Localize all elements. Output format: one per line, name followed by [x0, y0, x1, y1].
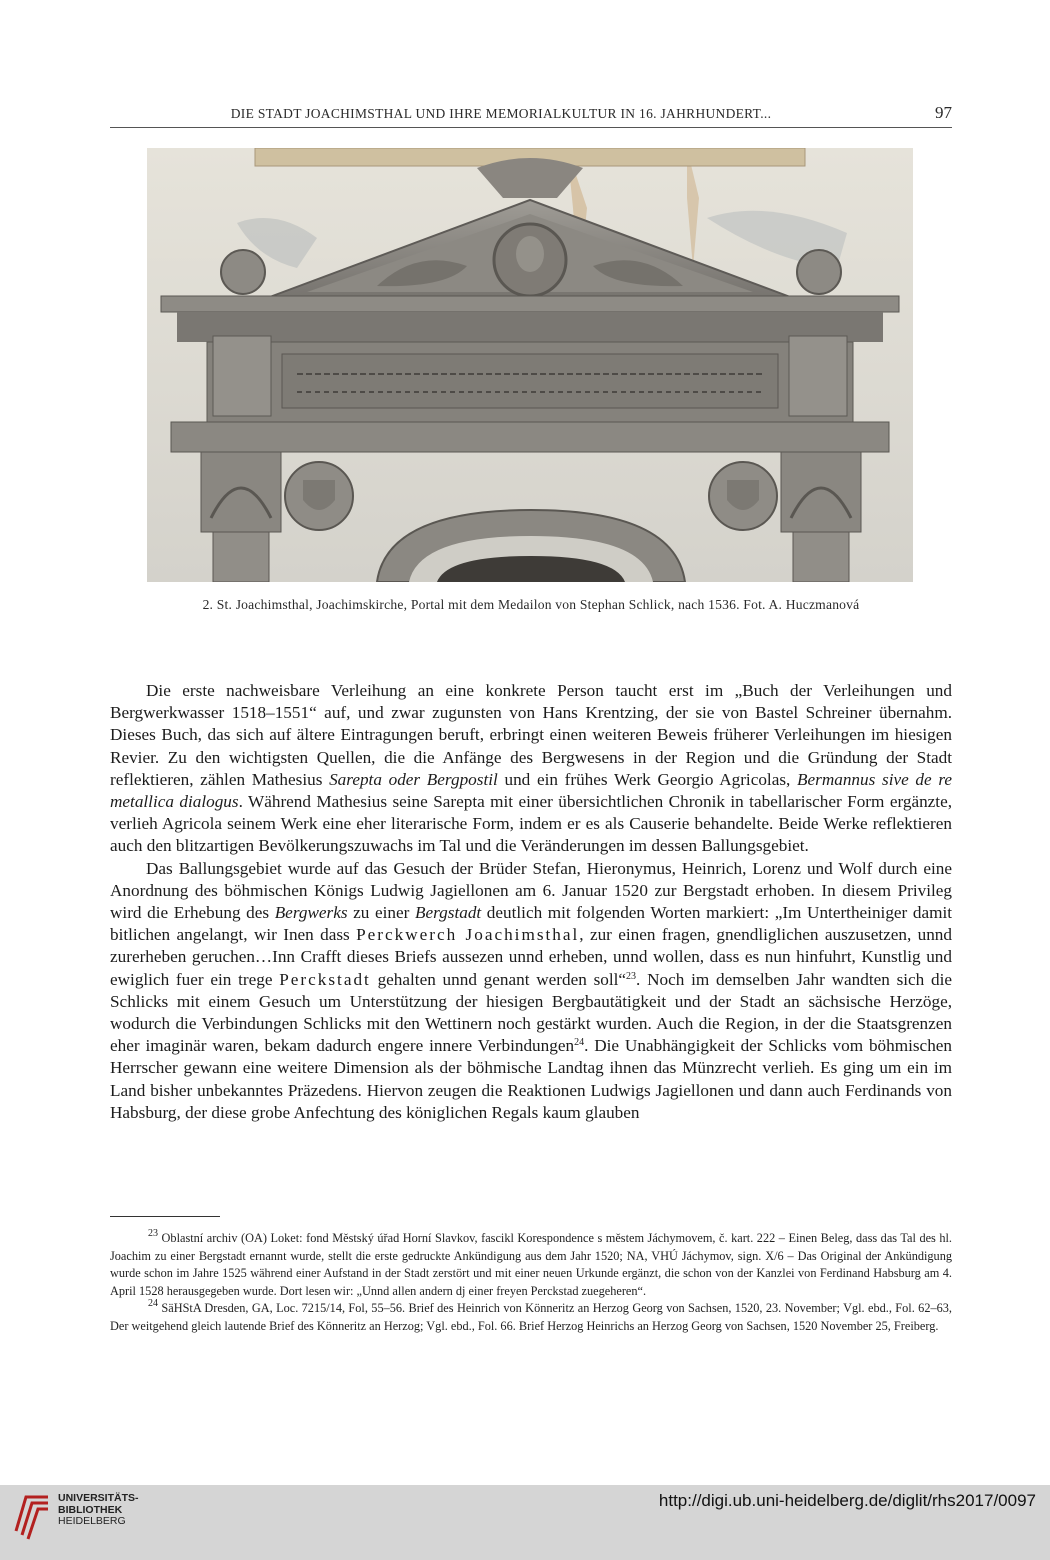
italic-title-sarepta: Sarepta oder Bergpostil [329, 769, 498, 789]
footnote-number: 24 [148, 1298, 158, 1310]
text-run: und ein frühes Werk Georgio Agricolas, [497, 769, 798, 789]
footnote-23 [110, 1230, 952, 1300]
italic-term-bergstadt: Bergstadt [414, 903, 482, 923]
left-rosette [221, 250, 265, 294]
left-column [213, 532, 269, 582]
left-capital [201, 452, 281, 532]
document-url-link[interactable]: http://digi.ub.uni-heidelberg.de/diglit/rhs2017/0097 [658, 1491, 1036, 1510]
right-column [793, 532, 849, 582]
italic-term-bergwerks: Bergwerks [274, 903, 348, 923]
footnote-number: 23 [148, 1228, 158, 1239]
logo-line-2: BIBLIOTHEK [58, 1503, 123, 1516]
right-capital [781, 452, 861, 532]
spaced-quote-perckwerch: Perckwerch Joachimsthal [356, 925, 580, 945]
portal-photograph [147, 148, 913, 582]
body-text [110, 680, 952, 1124]
text-run: zu einer [347, 903, 415, 923]
figure-caption: 2. St. Joachimsthal, Joachimskirche, Portal mit dem Medailon von Stephan Schlick, nach 1536. Fot. A. Huczmanová [202, 597, 860, 612]
italic-title-bermannus: Bermannus sive de re metallica dialogus [110, 769, 953, 812]
paragraph-1 [110, 680, 952, 858]
inscription-panel [282, 354, 778, 408]
footnote-divider [110, 1216, 220, 1217]
text-run: . Die Unabhängigkeit der Schlicks vom böhmischen Herrscher gewann eine weitere Dimension als der böhmische Landtag ihnen das Münzrecht verlieh. Es ging um ein im Land bisher unbekanntes Präzedens. Hiervon zeugen die Reaktionen Ludwigs Jagiellonen und dann auch Ferdinands von Habsburg, der diese grobe Anfechtung des königlichen Regals kaum glauben [110, 1036, 953, 1122]
right-rosette [797, 250, 841, 294]
library-logo-text[interactable] [58, 1493, 139, 1528]
footnote-24 [110, 1300, 952, 1335]
text-run: Das Ballungsgebiet wurde auf das Gesuch der Brüder Stefan, Hieronymus, Heinrich, Lorenz und Wolf durch eine Anordnung des böhmischen Königs Ludwig Jagiellonen am 6. Januar 1520 zur Bergstadt erhoben. In diesem Privileg wird die Erhebung des [110, 858, 952, 923]
text-run: , zur einen fragen, gnendliglichen auszusetzen, unnd zurerheben geruchen…Inn Crafft dieses Briefs aussezen unnd erheben, unnd wollen, dass es nun hinfuhrt, Kunstlig und ewiglich fuer ein trege [110, 925, 952, 989]
footnotes [110, 1230, 952, 1336]
logo-line-3: HEIDELBERG [58, 1515, 126, 1527]
page-number: 97 [935, 103, 952, 122]
text-run: gehalten unnd genant werden soll“ [370, 969, 627, 989]
lower-cornice [171, 422, 889, 452]
text-run: Die erste nachweisbare Verleihung an eine konkrete Person taucht erst im „Buch der Verleihungen und Bergwerkwasser 1518–1551“ auf, und zwar zugunsten von Hans Krentzing, der sie von Bastel Schreiner übernahm. Dieses Buch, das sich auf ältere Eintragungen beruft, erbringt einen weiteren Beweis früherer Verleihungen im hiesigen Revier. Zu den wichtigsten Quellen, die die Anfänge des Bergwesens in der Region und die Gründung der Stadt reflektieren, zählen Mathesius [110, 681, 952, 789]
spaced-quote-perckstadt: Perckstadt [279, 969, 371, 989]
running-header [110, 104, 952, 128]
footnote-text: Oblastní archiv (OA) Loket: fond Městský úřad Horní Slavkov, fascikl Korespondence s městem Jáchymovem, č. kart. 222 – Einen Beleg, dass das Tal des hl. Joachim zu einer Bergstadt ernannt wurde, stellt die erste gedruckte Ankündigung aus dem Jahr 1520; NA, VHÚ Jáchymov, sign. X/6 – Das Original der Ankündigung wurde schon im Jahre 1525 während einer Aufstand in der Stadt zerstört und mit einer neuen Urkunde ergänzt, die schon von der Kanzlei von Ferdinand Habsburg am 4. April 1528 herausgegeben wurde. Dort lesen wir: „Unnd allen andern dj einer freyen Perckstad zuegeheren“. [110, 1231, 953, 1298]
portal-illustration [147, 148, 913, 582]
running-title: DIE STADT JOACHIMSTHAL UND IHRE MEMORIALKULTUR IN 16. JAHRHUNDERT... [230, 106, 772, 121]
text-run: deutlich mit folgenden Worten markiert: „Im Untertheiniger damit bitlichen angelangt, wir Inen dass [110, 903, 953, 945]
text-run: . Während Mathesius seine Sarepta mit einer übersichtlichen Chronik in tabellarischer Form ergänzte, verlieh Agricola seinem Werk eine eher literarische Form, indem er es als Causerie behandelte. Beide Werke reflektieren auch den blitzartigen Bevölkerungszuwachs im Tal und die Veränderungen im dessen Ballungsgebiet. [110, 792, 953, 856]
library-logo-icon[interactable] [12, 1491, 52, 1541]
footnote-ref-23[interactable]: 23 [626, 970, 637, 982]
paragraph-2 [110, 858, 952, 1124]
footnote-ref-24[interactable]: 24 [574, 1037, 585, 1049]
logo-line-1: UNIVERSITÄTS- [58, 1492, 139, 1504]
text-run: . Noch im demselben Jahr wandten sich die Schlicks mit einem Gesuch um Unterstützung der hiesigen Bergbautätigkeit und der Stadt an sächsische Herzöge, wodurch die Verbindungen Schlicks mit den Wettinern noch gestärkt wurden. Auch die Region, in der die Staatsgrenzen eher imaginär waren, bekam dadurch engere innere Verbindungen [110, 969, 953, 1056]
footnote-text: SäHStA Dresden, GA, Loc. 7215/14, Fol, 55–56. Brief des Heinrich von Könneritz an Herzog Georg von Sachsen, 1520, 23. November; Vgl. ebd., Fol. 62–63, Der weitgehend gleich lautende Brief des Könneritz an Herzog; Vgl. ebd., Fol. 66. Brief Herzog Heinrichs an Herzog Georg von Sachsen, 1520 November 25, Freiberg. [110, 1301, 952, 1333]
upper-cornice [161, 296, 899, 312]
digitization-footer [0, 1485, 1050, 1560]
